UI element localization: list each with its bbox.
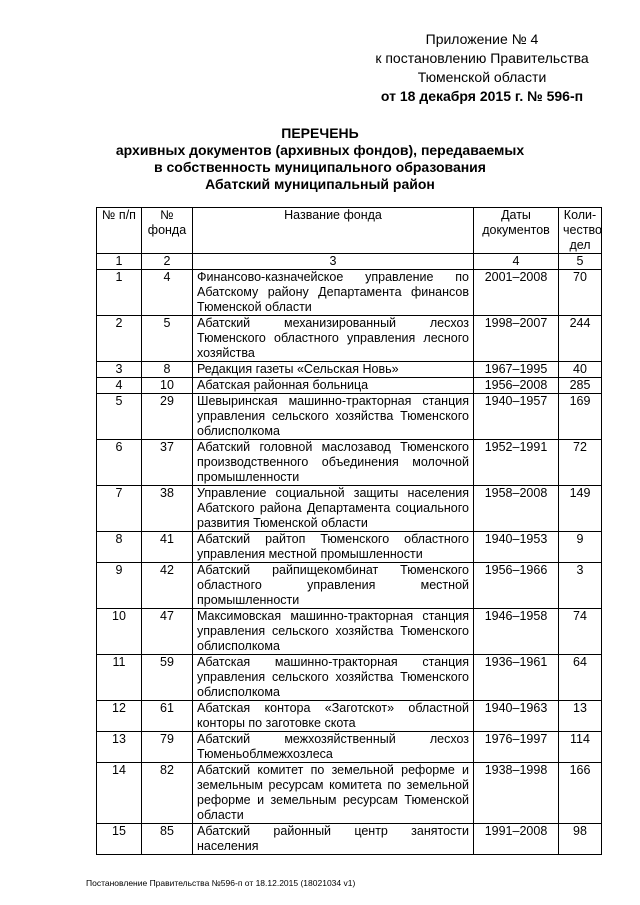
document-title <box>70 125 570 193</box>
header-fond-number: № фонда <box>142 208 193 254</box>
file-count: 3 <box>559 563 602 609</box>
file-count: 285 <box>559 378 602 394</box>
file-count: 72 <box>559 440 602 486</box>
document-dates: 1991–2008 <box>474 824 559 855</box>
title-line-1: ПЕРЕЧЕНЬ <box>281 125 359 141</box>
fond-number: 5 <box>142 316 193 362</box>
row-index: 13 <box>97 732 142 763</box>
fond-name: Абатский районный центр занятости населения <box>193 824 474 855</box>
file-count: 74 <box>559 609 602 655</box>
header-fond-name: Название фонда <box>193 208 474 254</box>
fond-name: Абатская контора «Заготскот» областной конторы по заготовке скота <box>193 701 474 732</box>
file-count: 244 <box>559 316 602 362</box>
fond-name: Абатский механизированный лесхоз Тюменского областного управления лесного хозяйства <box>193 316 474 362</box>
file-count: 13 <box>559 701 602 732</box>
document-dates: 1938–1998 <box>474 763 559 824</box>
file-count: 166 <box>559 763 602 824</box>
fond-name: Финансово-казначейское управление по Абатскому району Департамента финансов Тюменской области <box>193 270 474 316</box>
row-index: 2 <box>97 316 142 362</box>
file-count: 114 <box>559 732 602 763</box>
file-count: 9 <box>559 532 602 563</box>
appendix-line-2: к постановлению Правительства <box>375 50 589 66</box>
fond-name: Абатская машинно-тракторная станция управления сельского хозяйства Тюменского облисполкома <box>193 655 474 701</box>
fond-name: Абатский комитет по земельной реформе и земельным ресурсам комитета по земельной реформе и земельным ресурсам Тюменской области <box>193 763 474 824</box>
fond-number: 29 <box>142 394 193 440</box>
table-row <box>97 362 602 378</box>
row-index: 7 <box>97 486 142 532</box>
appendix-block <box>340 30 624 106</box>
fond-name: Абатский головной маслозавод Тюменского производственного объединения молочной промышленности <box>193 440 474 486</box>
column-number: 1 <box>97 254 142 270</box>
appendix-line-3: Тюменской области <box>417 69 547 85</box>
fond-number: 42 <box>142 563 193 609</box>
fond-number: 8 <box>142 362 193 378</box>
table-row <box>97 440 602 486</box>
footer-note: Постановление Правительства №596-п от 18.12.2015 (18021034 v1) <box>86 878 356 888</box>
row-index: 14 <box>97 763 142 824</box>
document-dates: 1956–2008 <box>474 378 559 394</box>
table-header-row <box>97 208 602 254</box>
fond-name: Абатский райпищекомбинат Тюменского областного управления местной промышленности <box>193 563 474 609</box>
document-dates: 1952–1991 <box>474 440 559 486</box>
row-index: 10 <box>97 609 142 655</box>
fond-number: 85 <box>142 824 193 855</box>
fond-number: 79 <box>142 732 193 763</box>
file-count: 64 <box>559 655 602 701</box>
fond-name: Абатский межхозяйственный лесхоз Тюменьоблмежхозлеса <box>193 732 474 763</box>
title-line-3: в собственность муниципального образования <box>154 159 486 175</box>
title-line-2: архивных документов (архивных фондов), передаваемых <box>115 142 525 158</box>
table-row <box>97 563 602 609</box>
appendix-date: от 18 декабря 2015 г. № 596-п <box>380 88 584 104</box>
fond-name: Шевыринская машинно-тракторная станция управления сельского хозяйства Тюменского облисполкома <box>193 394 474 440</box>
file-count: 40 <box>559 362 602 378</box>
document-dates: 1940–1953 <box>474 532 559 563</box>
table-row <box>97 763 602 824</box>
document-dates: 1998–2007 <box>474 316 559 362</box>
table-row <box>97 609 602 655</box>
document-dates: 1967–1995 <box>474 362 559 378</box>
table-row <box>97 394 602 440</box>
header-index: № п/п <box>97 208 142 254</box>
archive-list-table <box>96 207 602 855</box>
fond-number: 38 <box>142 486 193 532</box>
fond-number: 82 <box>142 763 193 824</box>
document-dates: 1940–1963 <box>474 701 559 732</box>
row-index: 8 <box>97 532 142 563</box>
fond-number: 61 <box>142 701 193 732</box>
document-dates: 1940–1957 <box>474 394 559 440</box>
column-numbering-row <box>97 254 602 270</box>
column-number: 5 <box>559 254 602 270</box>
table-row <box>97 701 602 732</box>
table-row <box>97 824 602 855</box>
row-index: 9 <box>97 563 142 609</box>
fond-name: Управление социальной защиты населения Абатского района Департамента социального развития Тюменской области <box>193 486 474 532</box>
header-dates: Даты документов <box>474 208 559 254</box>
table-row <box>97 486 602 532</box>
fond-name: Редакция газеты «Сельская Новь» <box>193 362 474 378</box>
column-number: 3 <box>193 254 474 270</box>
document-dates: 1946–1958 <box>474 609 559 655</box>
row-index: 11 <box>97 655 142 701</box>
file-count: 98 <box>559 824 602 855</box>
table-row <box>97 655 602 701</box>
fond-number: 41 <box>142 532 193 563</box>
title-line-4: Абатский муниципальный район <box>205 176 435 192</box>
fond-number: 37 <box>142 440 193 486</box>
table-row <box>97 316 602 362</box>
row-index: 6 <box>97 440 142 486</box>
document-dates: 1976–1997 <box>474 732 559 763</box>
fond-name: Максимовская машинно-тракторная станция управления сельского хозяйства Тюменского облисполкома <box>193 609 474 655</box>
document-dates: 1958–2008 <box>474 486 559 532</box>
header-count: Коли-чество дел <box>559 208 602 254</box>
table-row <box>97 732 602 763</box>
file-count: 149 <box>559 486 602 532</box>
row-index: 12 <box>97 701 142 732</box>
column-number: 2 <box>142 254 193 270</box>
fond-name: Абатский райтоп Тюменского областного управления местной промышленности <box>193 532 474 563</box>
appendix-line-1: Приложение № 4 <box>425 31 539 47</box>
fond-number: 59 <box>142 655 193 701</box>
document-dates: 2001–2008 <box>474 270 559 316</box>
table-body <box>97 270 602 855</box>
table-row <box>97 270 602 316</box>
document-dates: 1956–1966 <box>474 563 559 609</box>
fond-number: 10 <box>142 378 193 394</box>
row-index: 5 <box>97 394 142 440</box>
table-row <box>97 532 602 563</box>
fond-number: 47 <box>142 609 193 655</box>
row-index: 15 <box>97 824 142 855</box>
column-number: 4 <box>474 254 559 270</box>
file-count: 70 <box>559 270 602 316</box>
row-index: 3 <box>97 362 142 378</box>
fond-name: Абатская районная больница <box>193 378 474 394</box>
fond-number: 4 <box>142 270 193 316</box>
row-index: 1 <box>97 270 142 316</box>
row-index: 4 <box>97 378 142 394</box>
document-dates: 1936–1961 <box>474 655 559 701</box>
file-count: 169 <box>559 394 602 440</box>
table-row <box>97 378 602 394</box>
